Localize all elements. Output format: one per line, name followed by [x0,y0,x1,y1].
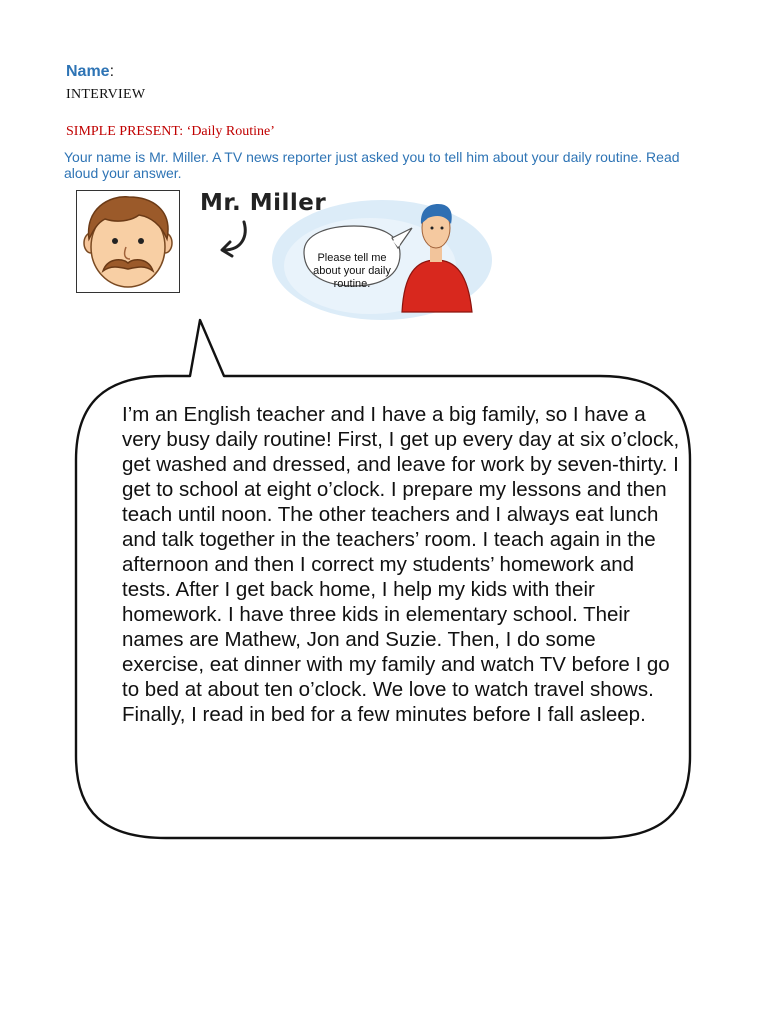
name-label-colon: : [109,63,115,80]
answer-text: I’m an English teacher and I have a big family, so I have a very busy daily routine! First, I get up every day at six o’clock, get washed and dressed, and leave for work by seven-thirty. I get to school at eight o’clock. I prepare my lessons and then teach until noon. The other teachers and I always eat lunch and talk together in the teachers’ room. I teach again in the afternoon and then I correct my students’ homework and tests. After I get back home, I help my kids with their homework. I have three kids in elementary school. Their names are Mathew, Jon and Suzie. Then, I do some exercise, eat dinner with my family and watch TV before I go to bed at about ten o’clock. We love to watch travel shows. Finally, I read in bed for a few minutes before I fall asleep. [122,403,680,726]
instructions-text: Your name is Mr. Miller. A TV news reporter just asked you to tell him about your daily routine. Read aloud your answer. [64,149,680,181]
topic-heading: SIMPLE PRESENT: ‘Daily Routine’ [66,124,275,139]
name-label-text: Name [66,63,110,80]
interview-heading: INTERVIEW [66,87,146,102]
reporter-question: Please tell me about your daily routine. [313,252,391,290]
mr-miller-caption: Mr. Miller [200,190,327,216]
